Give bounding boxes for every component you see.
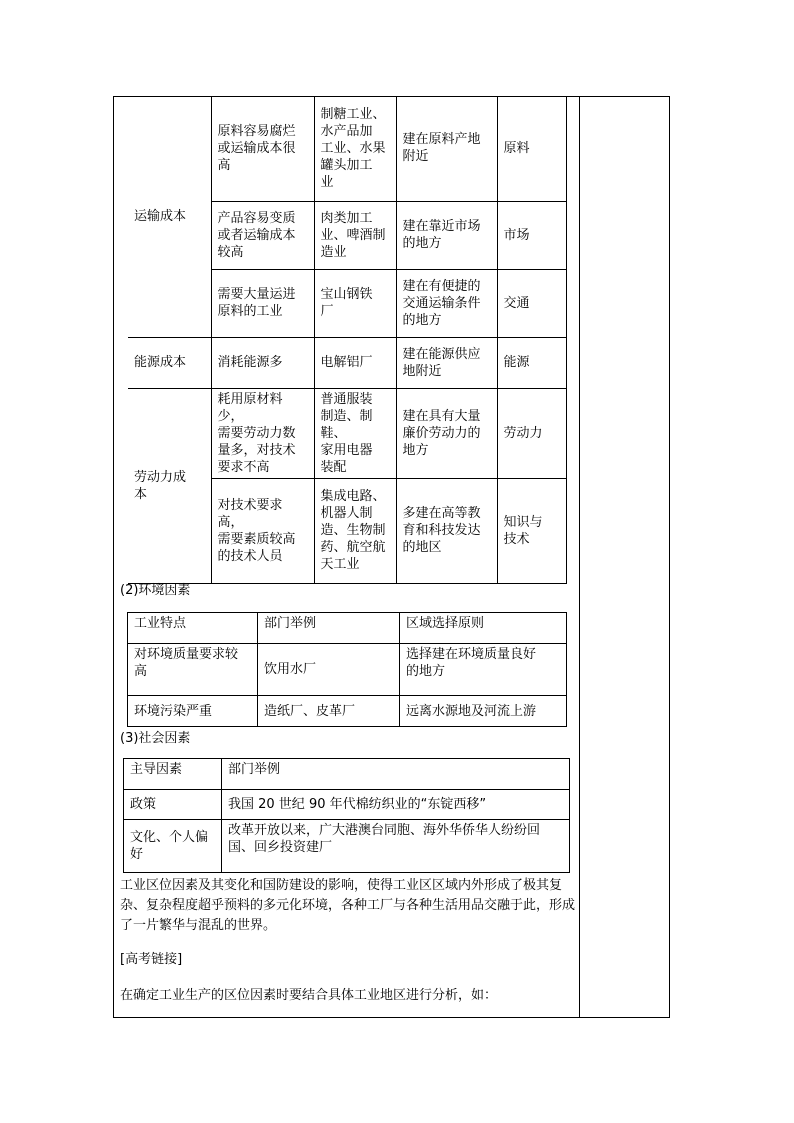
cost-group-transport: 运输成本 [128,96,211,337]
cost-feature: 原料容易腐烂 或运输成本很 高 [211,96,314,201]
cost-principle: 建在能源供应 地附近 [396,337,497,388]
intro-paragraph: 在确定工业生产的区位因素时要结合具体工业地区进行分析，如： [120,988,498,1003]
cost-examples: 集成电路、 机器人制 造、生物制 药、航空航 天工业 [314,478,396,583]
env-cell: 远离水源地及河流上游 [400,696,567,727]
social-header: 部门举例 [222,759,570,790]
cost-orientation: 原料 [497,96,566,201]
cost-table [128,96,567,584]
env-header: 区域选择原则 [400,613,567,644]
cost-orientation: 劳动力 [497,388,566,478]
cost-group-labor: 劳动力成 本 [128,388,211,583]
env-cell: 对环境质量要求较 高 [128,644,258,696]
cost-orientation: 知识与 技术 [497,478,566,583]
social-cell: 政策 [124,790,222,820]
cost-principle: 建在有便捷的 交通运输条件 的地方 [396,269,497,337]
cost-examples: 电解铝厂 [314,337,396,388]
env-cell: 选择建在环境质量良好 的地方 [400,644,567,696]
cost-orientation: 能源 [497,337,566,388]
cost-principle: 多建在高等教 育和科技发达 的地区 [396,478,497,583]
env-cell: 造纸厂、皮革厂 [258,696,400,727]
cost-principle: 建在靠近市场 的地方 [396,201,497,269]
gaokao-link-label: [高考链接] [120,952,183,967]
social-heading: (3)社会因素 [120,731,191,746]
social-cell: 改革开放以来，广大港澳台同胞、海外华侨华人纷纷回 国、回乡投资建厂 [222,820,570,873]
social-cell: 文化、个人偏 好 [124,820,222,873]
cost-examples: 普通服装 制造、制鞋、 家用电器 装配 [314,388,396,478]
summary-paragraph: 工业区位因素及其变化和国防建设的影响，使得工业区区域内外形成了极其复杂、复杂程度超乎预料的多元化环境，各种工厂与各种生活用品交融于此，形成了一片繁华与混乱的世界。 [120,878,576,933]
cost-orientation: 交通 [497,269,566,337]
cost-feature: 消耗能源多 [211,337,314,388]
cost-group-energy: 能源成本 [128,337,211,388]
env-table [127,612,567,727]
cost-examples: 肉类加工 业、啤酒制 造业 [314,201,396,269]
env-cell: 饮用水厂 [258,644,400,696]
social-header: 主导因素 [124,759,222,790]
cost-feature: 产品容易变质 或者运输成本 较高 [211,201,314,269]
frame-divider [579,96,580,1018]
env-heading: (2)环境因素 [120,583,191,598]
cost-orientation: 市场 [497,201,566,269]
cost-feature: 需要大量运进 原料的工业 [211,269,314,337]
cost-examples: 制糖工业、 水产品加 工业、水果 罐头加工 业 [314,96,396,201]
social-table [123,758,570,873]
env-cell: 环境污染严重 [128,696,258,727]
env-header: 部门举例 [258,613,400,644]
env-header: 工业特点 [128,613,258,644]
cost-principle: 建在原料产地 附近 [396,96,497,201]
social-cell: 我国 20 世纪 90 年代棉纺织业的“东锭西移” [222,790,570,820]
cost-feature: 耗用原材料少， 需要劳动力数 量多，对技术 要求不高 [211,388,314,478]
cost-examples: 宝山钢铁 厂 [314,269,396,337]
cost-feature: 对技术要求高， 需要素质较高 的技术人员 [211,478,314,583]
cost-principle: 建在具有大量 廉价劳动力的 地方 [396,388,497,478]
